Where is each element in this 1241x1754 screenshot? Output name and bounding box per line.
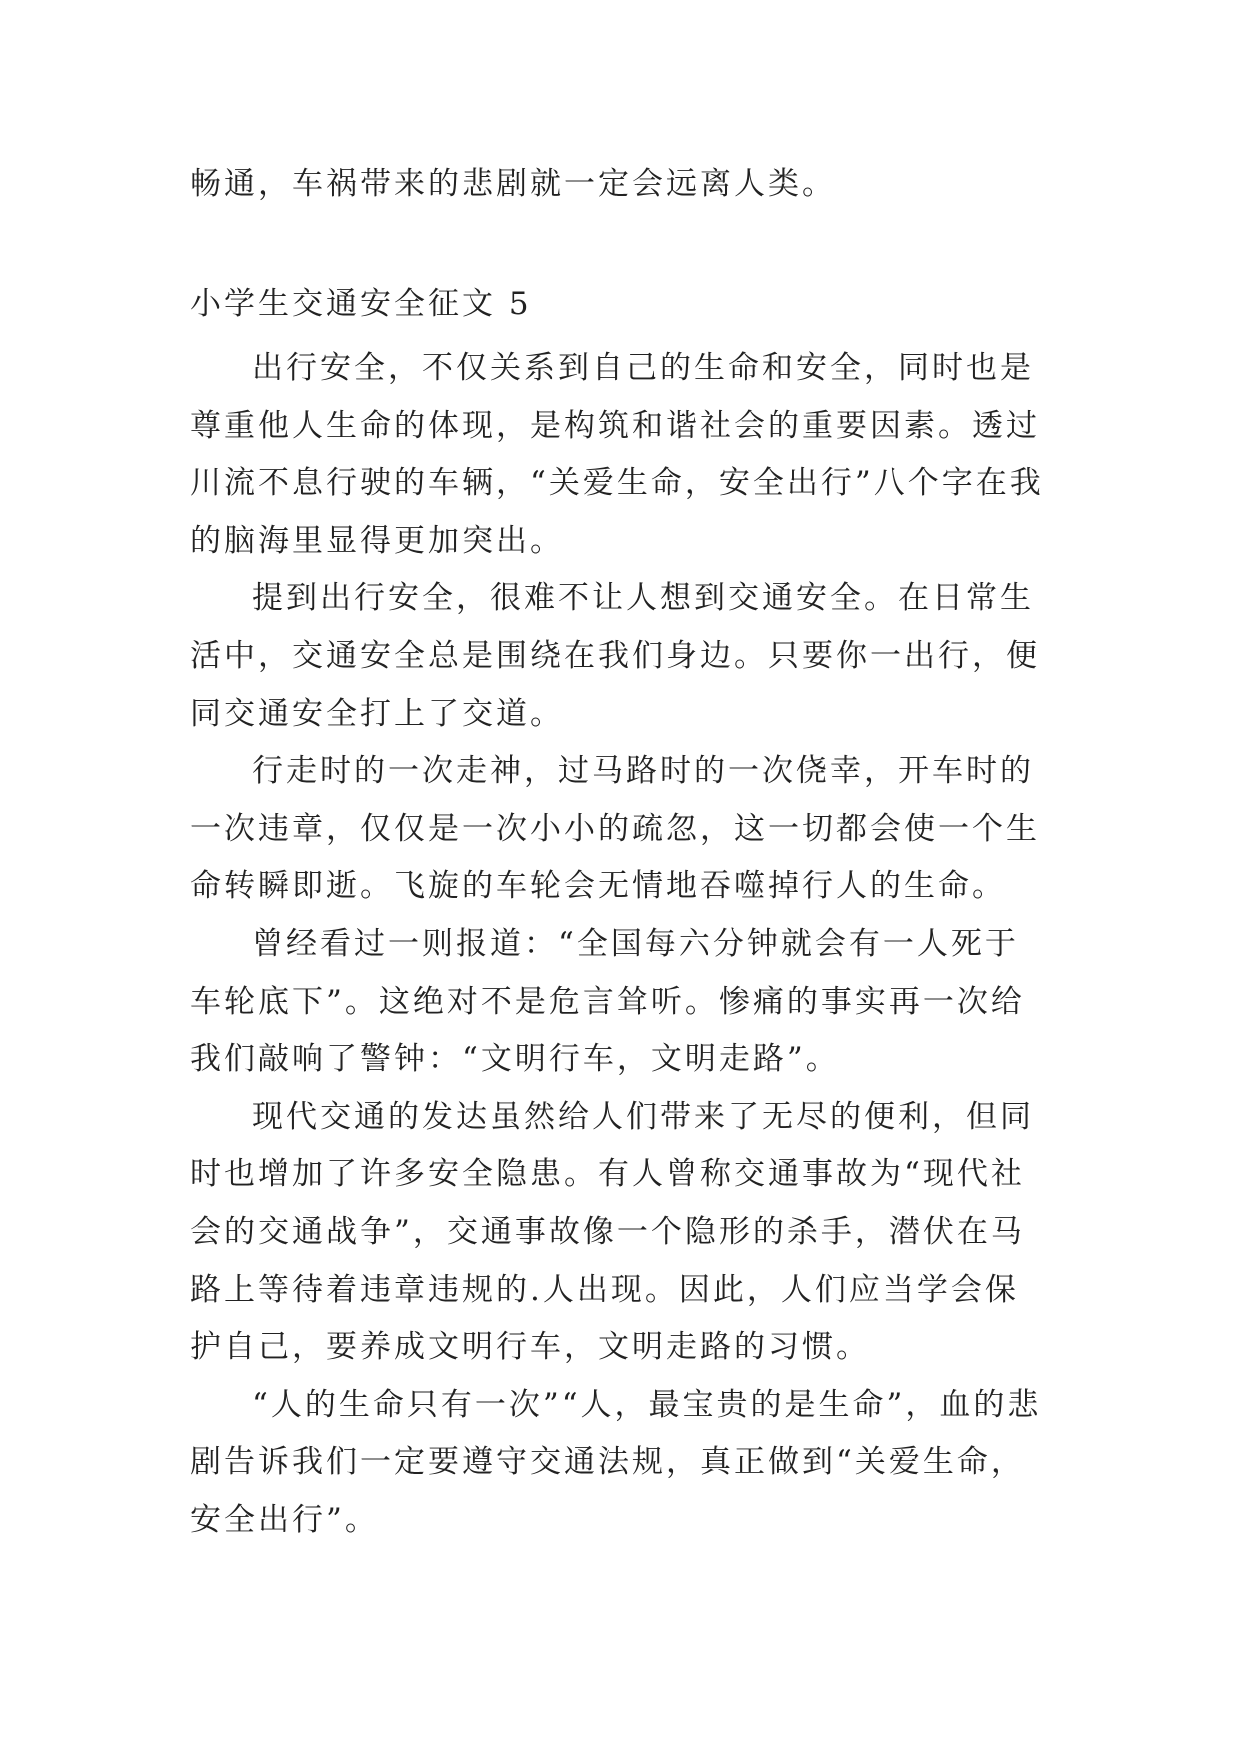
essay-body	[190, 340, 1050, 1549]
paragraph: “人的生命只有一次”“人，最宝贵的是生命”，血的悲剧告诉我们一定要遵守交通法规，真正做到“关爱生命，安全出行”。	[190, 1386, 1042, 1538]
paragraph: 出行安全，不仅关系到自己的生命和安全，同时也是尊重他人生命的体现，是构筑和谐社会的重要因素。透过川流不息行驶的车辆，“关爱生命，安全出行”八个字在我的脑海里显得更加突出。	[190, 350, 1044, 559]
paragraph: 现代交通的发达虽然给人们带来了无尽的便利，但同时也增加了许多安全隐患。有人曾称交通事故为“现代社会的交通战争”，交通事故像一个隐形的杀手，潜伏在马路上等待着违章违规的.人出现。因此，人们应当学会保护自己，要养成文明行车，文明走路的习惯。	[190, 1098, 1034, 1366]
paragraph: 提到出行安全，很难不让人想到交通安全。在日常生活中，交通安全总是围绕在我们身边。只要你一出行，便同交通安全打上了交道。	[190, 580, 1040, 732]
section-heading: 小学生交通安全征文 5	[190, 286, 532, 322]
continued-line: 畅通，车祸带来的悲剧就一定会远离人类。	[190, 166, 836, 202]
paragraph: 行走时的一次走神，过马路时的一次侥幸，开车时的一次违章，仅仅是一次小小的疏忽，这一切都会使一个生命转瞬即逝。飞旋的车轮会无情地吞噬掉行人的生命。	[190, 753, 1040, 905]
paragraph: 曾经看过一则报道：“全国每六分钟就会有一人死于车轮底下”。这绝对不是危言耸听。惨痛的事实再一次给我们敲响了警钟：“文明行车，文明走路”。	[190, 925, 1025, 1078]
